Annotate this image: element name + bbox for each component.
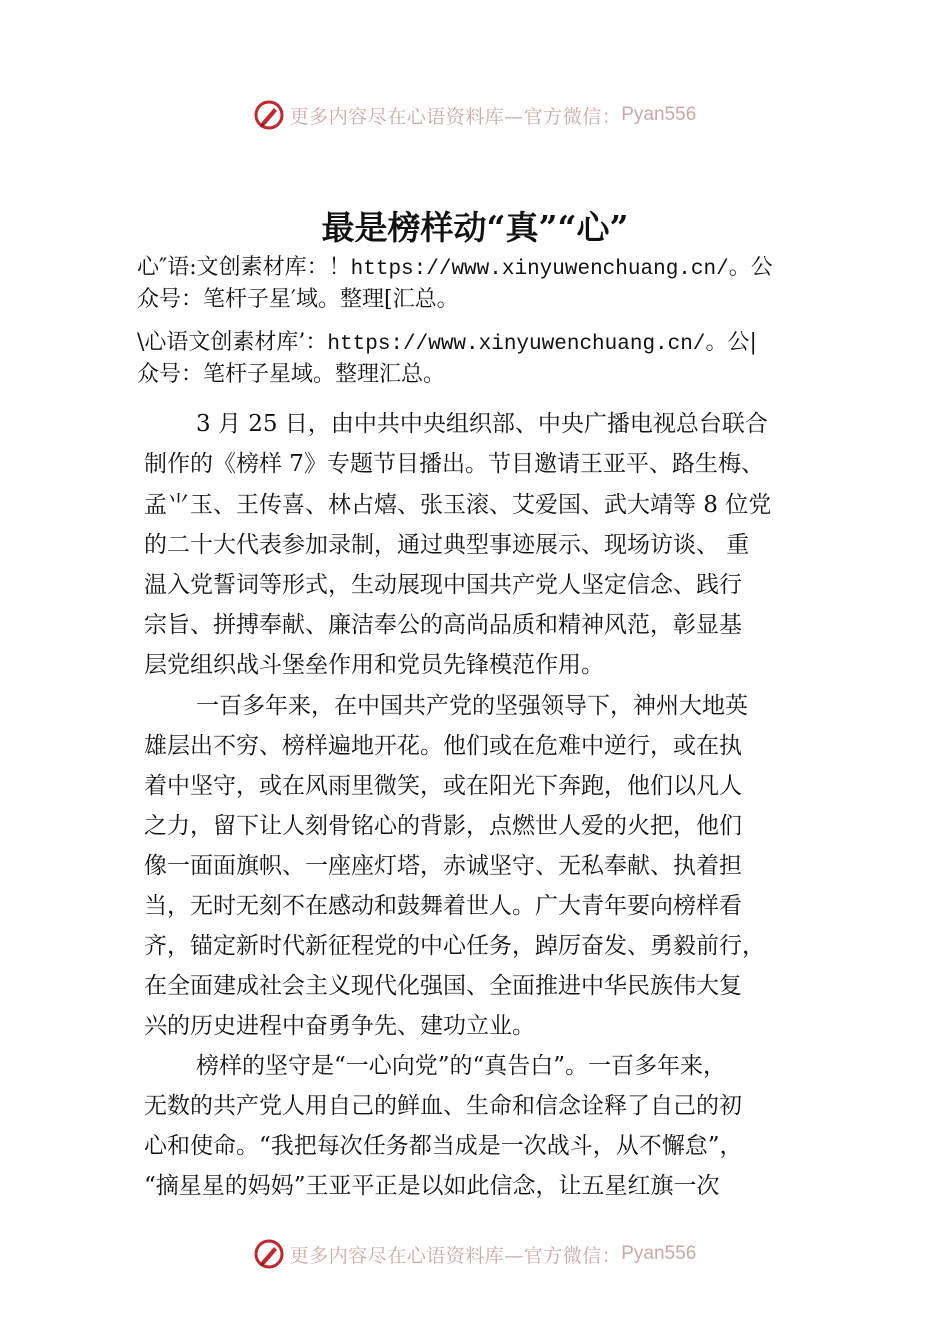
- watermark-line-2: 众号：笔杆子星域。整理汇总。: [137, 362, 446, 387]
- body-line: 制作的《榜样 7》专题节目播出。节目邀请王亚平、路生梅、: [144, 451, 764, 477]
- banner-wechat-id: Pyan556: [621, 104, 697, 125]
- body-line: 像一面面旗帜、一座座灯塔，赤诚坚守、无私奉献、执着担: [144, 853, 742, 879]
- body-line: “摘星星的妈妈”王亚平正是以如此信念，让五星红旗一次: [144, 1173, 720, 1199]
- body-line: 齐，锚定新时代新征程党的中心任务，踔厉奋发、勇毅前行，: [144, 933, 765, 959]
- watermark-suffix: 。公|: [705, 330, 757, 355]
- body-line: 雄层出不穷、榜样遍地开花。他们或在危难中逆行，或在执: [144, 733, 742, 759]
- banner-text: 更多内容尽在心语资料库—官方微信：: [289, 1244, 622, 1267]
- watermark-block-1: [137, 253, 773, 315]
- body-line: 一百多年来，在中国共产党的坚强领导下，神州大地英: [196, 693, 748, 719]
- body-line: 之力，留下让人刻骨铭心的背影，点燃世人爱的火把，他们: [144, 813, 742, 839]
- banner-wechat-id: Pyan556: [621, 1243, 697, 1264]
- watermark-line: [137, 253, 773, 285]
- body-line: 温入党誓词等形式，生动展现中国共产党人坚定信念、践行: [144, 572, 742, 598]
- body-line: 在全面建成社会主义现代化强国、全面推进中华民族伟大复: [144, 973, 742, 999]
- watermark-block-2: [137, 328, 757, 390]
- watermark-prefix: 心″语:文创素材库：！: [137, 255, 351, 280]
- watermark-line: [137, 328, 757, 360]
- body-line: 心和使命。“我把每次任务都当成是一次战斗，从不懈怠”，: [144, 1133, 743, 1159]
- watermark-url: https://www.xinyuwenchuang.cn/: [327, 333, 706, 356]
- body-line: 当，无时无刻不在感动和鼓舞着世人。广大青年要向榜样看: [144, 893, 742, 919]
- body-line: 孟⺌玉、王传喜、林占熺、张玉滚、艾爱国、武大靖等 8 位党: [144, 492, 772, 518]
- body-line: 的二十大代表参加录制，通过典型事迹展示、现场访谈、 重: [144, 532, 750, 558]
- footer-banner: [0, 1234, 950, 1274]
- body-line: 3 月 25 日，由中共中央组织部、中央广播电视总台联合: [196, 411, 768, 437]
- document-title: 最是榜样动“真”“心”: [321, 208, 629, 247]
- header-banner: [0, 95, 950, 135]
- body-line: 榜样的坚守是“一心向党”的“真告白”。一百多年来，: [196, 1053, 727, 1079]
- body-line: 兴的历史进程中奋勇争先、建功立业。: [144, 1013, 535, 1039]
- watermark-suffix: 。公: [728, 255, 773, 280]
- watermark-prefix: \心语文创素材库’：: [137, 330, 328, 355]
- quill-logo-icon: [254, 1239, 284, 1269]
- banner-text: 更多内容尽在心语资料库—官方微信：: [289, 105, 622, 128]
- body-line: 宗旨、拼搏奉献、廉洁奉公的高尚品质和精神风范，彰显基: [144, 612, 742, 638]
- watermark-url: https://www.xinyuwenchuang.cn/: [350, 258, 729, 281]
- watermark-line-2: 众号：笔杆子星′域。整理[汇总。: [137, 287, 459, 312]
- quill-logo-icon: [254, 100, 284, 130]
- body-line: 层党组织战斗堡垒作用和党员先锋模范作用。: [144, 652, 604, 678]
- body-line: 无数的共产党人用自己的鲜血、生命和信念诠释了自己的初: [144, 1093, 742, 1119]
- body-line: 着中坚守，或在风雨里微笑，或在阳光下奔跑，他们以凡人: [144, 773, 742, 799]
